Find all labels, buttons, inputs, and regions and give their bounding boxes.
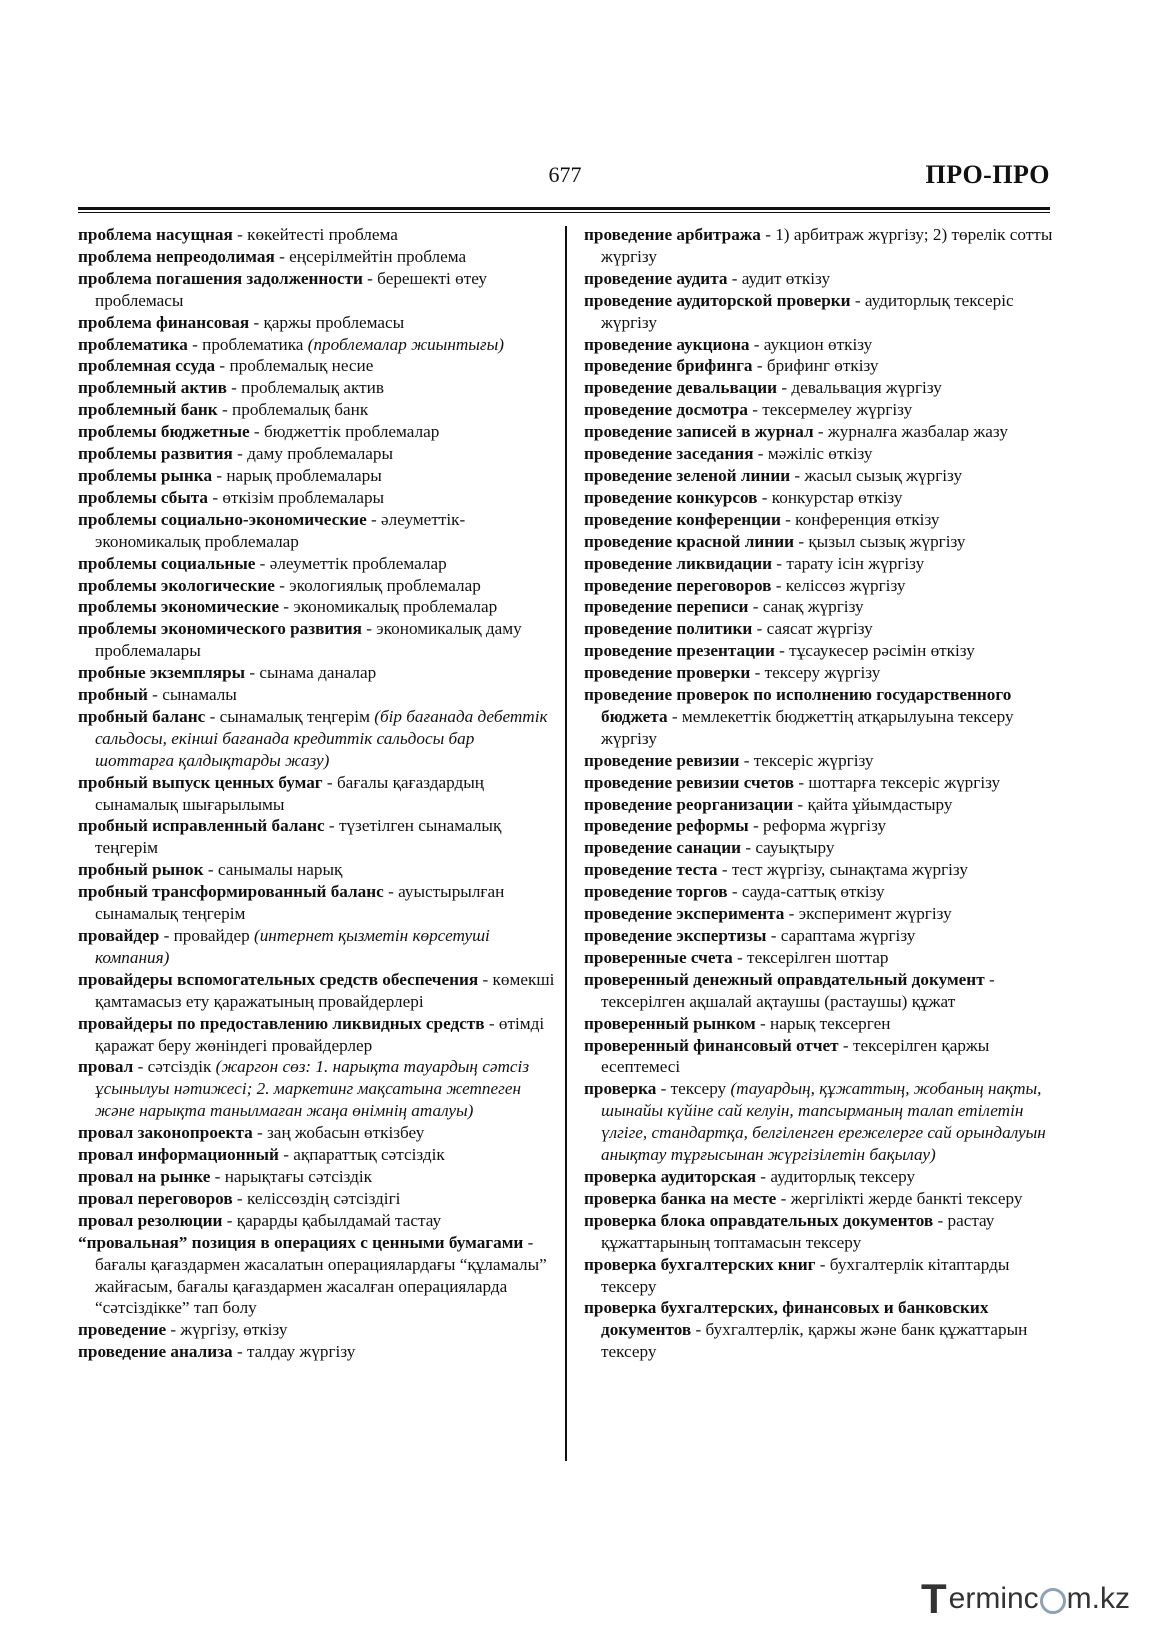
entry-term: проведение ликвидации bbox=[584, 553, 772, 573]
dictionary-entry bbox=[584, 815, 1054, 837]
entry-note: (интернет қызметін көрсетуші компания) bbox=[95, 926, 490, 967]
entry-definition: - аукцион өткізу bbox=[749, 334, 873, 354]
dictionary-entry bbox=[78, 575, 556, 597]
watermark-o-icon bbox=[1040, 1588, 1066, 1614]
entry-definition: - эксперимент жүргізу bbox=[784, 904, 952, 924]
entry-term: проведение брифинга bbox=[584, 356, 753, 376]
entry-term: проверка блока оправдательных документов bbox=[584, 1210, 934, 1230]
entry-term: провайдер bbox=[78, 926, 160, 945]
entry-term: пробный исправленный баланс bbox=[78, 816, 325, 836]
entry-definition: - тексерілген шоттар bbox=[732, 947, 889, 967]
dictionary-entry bbox=[584, 969, 1054, 1013]
entry-definition: - мемлекеттік бюджеттің атқарылуына тексеру жүргізу bbox=[601, 706, 1014, 748]
entry-term: проведение проверок по исполнению государственного бюджета bbox=[584, 685, 1012, 726]
entry-definition: - ауыстырылған сынамалық теңгерім bbox=[95, 882, 505, 924]
entry-term: пробный баланс bbox=[78, 706, 206, 726]
entry-term: проведение санации bbox=[584, 838, 742, 858]
entry-term: пробный выпуск ценных бумаг bbox=[78, 772, 323, 792]
entry-definition: - жасыл сызық жүргізу bbox=[790, 465, 963, 485]
dictionary-entry bbox=[584, 509, 1054, 531]
dictionary-entry bbox=[78, 377, 556, 399]
dictionary-entry bbox=[584, 881, 1054, 903]
entry-term: проблематика bbox=[78, 334, 188, 354]
entry-term: проблемы бюджетные bbox=[78, 422, 250, 442]
entry-definition: - келіссөз жүргізу bbox=[771, 575, 906, 595]
dictionary-entry bbox=[78, 1319, 556, 1341]
dictionary-entry bbox=[78, 969, 556, 1013]
entry-definition: - шоттарға тексеріс жүргізу bbox=[794, 772, 1001, 792]
entry-note: (проблемалар жиынтығы) bbox=[307, 334, 504, 354]
entry-definition: - сынама даналар bbox=[245, 663, 377, 683]
watermark-text-1: erminc bbox=[948, 1582, 1039, 1615]
entry-term: проведение записей в журнал bbox=[584, 422, 814, 442]
entry-term: проведение торгов bbox=[584, 882, 728, 902]
header-rule-thin bbox=[78, 212, 1050, 213]
entry-definition: - конференция өткізу bbox=[780, 509, 940, 529]
entry-term: проведение зеленой линии bbox=[584, 465, 791, 485]
entry-definition: - жергілікті жерде банкті тексеру bbox=[776, 1188, 1023, 1208]
entry-term: проведение реорганизации bbox=[584, 794, 794, 814]
entry-term: проведение аудита bbox=[584, 268, 728, 288]
entry-definition: - еңсерілмейтін проблема bbox=[274, 246, 467, 266]
entry-definition: - тексеру жүргізу bbox=[750, 663, 881, 683]
entry-definition: - әлеуметтік-экономикалық проблемалар bbox=[95, 509, 466, 551]
left-column bbox=[78, 224, 556, 1363]
entry-term: пробный bbox=[78, 685, 148, 705]
entry-definition: - проблемалық банк bbox=[217, 400, 369, 420]
entry-definition: - 1) арбитраж жүргізу; 2) төрелік сотты жүргізу bbox=[601, 225, 1053, 266]
dictionary-entry bbox=[78, 618, 556, 662]
entry-definition: - сынамалы bbox=[147, 685, 237, 705]
entry-definition: - тарату ісін жүргізу bbox=[772, 553, 925, 573]
entry-definition: - нарық проблемалары bbox=[212, 465, 382, 485]
dictionary-entry bbox=[78, 355, 556, 377]
entry-term: провал переговоров bbox=[78, 1188, 233, 1208]
watermark-logo bbox=[921, 1575, 1130, 1623]
dictionary-entry bbox=[584, 443, 1054, 465]
dictionary-entry bbox=[584, 662, 1054, 684]
dictionary-entry bbox=[78, 1232, 556, 1320]
dictionary-entry bbox=[78, 487, 556, 509]
entry-definition: - бағалы қағаздармен жасалатын операциялардағы “құламалы” жайғасым, бағалы қағаздармен жасалған операцияларда “сәтсіздікке” тап болу bbox=[95, 1232, 547, 1318]
entry-term: проблемы экологические bbox=[78, 575, 275, 595]
dictionary-entry bbox=[584, 1254, 1054, 1298]
entry-term: проведение реформы bbox=[584, 816, 749, 836]
entry-definition: - проблемалық актив bbox=[226, 378, 384, 398]
entry-definition: - тұсаукесер рәсімін өткізу bbox=[774, 641, 975, 661]
entry-term: проведение анализа bbox=[78, 1342, 233, 1362]
entry-term: проведение переписи bbox=[584, 597, 749, 617]
entry-term: проведение заседания bbox=[584, 444, 754, 464]
entry-definition: - аудиторлық тексеру bbox=[756, 1166, 916, 1186]
running-head: ПРО-ПРО bbox=[925, 160, 1050, 189]
entry-definition: - проблемалық несие bbox=[215, 356, 374, 376]
entry-term: проблемы рынка bbox=[78, 465, 213, 485]
entry-definition: - журналға жазбалар жазу bbox=[813, 422, 1008, 442]
entry-definition: - қайта ұйымдастыру bbox=[793, 794, 953, 814]
dictionary-entry bbox=[584, 640, 1054, 662]
entry-term: провал на рынке bbox=[78, 1166, 211, 1186]
dictionary-entry bbox=[584, 925, 1054, 947]
dictionary-entry bbox=[584, 575, 1054, 597]
dictionary-entry bbox=[78, 224, 556, 246]
dictionary-entry bbox=[78, 268, 556, 312]
dictionary-entry bbox=[78, 772, 556, 816]
entry-term: провал резолюции bbox=[78, 1210, 223, 1230]
entry-definition: - сынамалық теңгерім bbox=[205, 706, 375, 726]
dictionary-entry bbox=[584, 1297, 1054, 1363]
entry-definition: - қызыл сызық жүргізу bbox=[794, 531, 966, 551]
entry-term: проведение переговоров bbox=[584, 575, 772, 595]
dictionary-entry bbox=[78, 859, 556, 881]
dictionary-entry bbox=[584, 268, 1054, 290]
dictionary-entry bbox=[584, 224, 1054, 268]
entry-term: проблемный актив bbox=[78, 378, 227, 398]
entry-term: проведение конференции bbox=[584, 509, 781, 529]
entry-definition: - девальвация жүргізу bbox=[777, 378, 942, 398]
entry-term: проверка бухгалтерских, финансовых и банковских документов bbox=[584, 1298, 989, 1340]
dictionary-entry bbox=[78, 1210, 556, 1232]
dictionary-entry bbox=[584, 465, 1054, 487]
entry-definition: - санымалы нарық bbox=[203, 860, 343, 880]
entry-definition: - экологиялық проблемалар bbox=[274, 575, 481, 595]
entry-definition: - қарарды қабылдамай тастау bbox=[222, 1210, 442, 1230]
entry-term: проведение bbox=[78, 1320, 167, 1340]
dictionary-entry bbox=[78, 1144, 556, 1166]
dictionary-entry bbox=[584, 399, 1054, 421]
entry-definition: - брифинг өткізу bbox=[752, 356, 879, 376]
entry-term: проведение теста bbox=[584, 860, 718, 880]
dictionary-entry bbox=[584, 1078, 1054, 1166]
entry-definition: - реформа жүргізу bbox=[748, 816, 887, 836]
dictionary-entry bbox=[78, 312, 556, 334]
dictionary-entry bbox=[584, 290, 1054, 334]
dictionary-entry bbox=[78, 662, 556, 684]
dictionary-entry bbox=[78, 1188, 556, 1210]
dictionary-entry bbox=[78, 246, 556, 268]
entry-term: провайдеры по предоставлению ликвидных средств bbox=[78, 1013, 485, 1033]
dictionary-entry bbox=[584, 837, 1054, 859]
dictionary-entry bbox=[584, 421, 1054, 443]
entry-term: проведение красной линии bbox=[584, 531, 795, 551]
dictionary-entry bbox=[584, 1035, 1054, 1079]
entry-definition: - сауықтыру bbox=[741, 838, 835, 858]
entry-term: пробный трансформированный баланс bbox=[78, 882, 384, 902]
dictionary-entry bbox=[78, 399, 556, 421]
entry-definition: - жүргізу, өткізу bbox=[166, 1320, 288, 1340]
entry-note: (жаргон сөз: 1. нарықта тауардың сәтсіз ұсынылуы нәтижесі; 2. маркетинг мақсатына жетпеген және нарықта танылмаған жаңа өнімнің аталуы) bbox=[95, 1057, 530, 1121]
entry-term: проверенные счета bbox=[584, 947, 733, 967]
entry-definition: - тест жүргізу, сынақтама жүргізу bbox=[717, 860, 968, 880]
entry-term: проведение ревизии bbox=[584, 750, 740, 770]
dictionary-entry bbox=[584, 487, 1054, 509]
entry-term: проблема насущная bbox=[78, 225, 233, 244]
dictionary-entry bbox=[78, 881, 556, 925]
entry-definition: - сараптама жүргізу bbox=[766, 926, 916, 945]
entry-definition: - тексерілген қаржы есептемесі bbox=[601, 1035, 990, 1077]
entry-definition: - проблематика bbox=[187, 334, 308, 354]
entry-definition: - экономикалық даму проблемалары bbox=[95, 619, 522, 661]
page-number: 677 bbox=[548, 162, 582, 187]
dictionary-entry bbox=[78, 553, 556, 575]
dictionary-entry bbox=[584, 859, 1054, 881]
dictionary-entry bbox=[584, 750, 1054, 772]
entry-term: проверка аудиторская bbox=[584, 1166, 756, 1186]
entry-definition: - көкейтесті проблема bbox=[232, 225, 398, 244]
entry-term: проведение ревизии счетов bbox=[584, 772, 795, 792]
dictionary-entry bbox=[78, 815, 556, 859]
dictionary-entry bbox=[584, 618, 1054, 640]
dictionary-entry bbox=[584, 794, 1054, 816]
entry-term: проблемы социально-экономические bbox=[78, 509, 367, 529]
entry-term: провал bbox=[78, 1057, 134, 1077]
entry-term: провайдеры вспомогательных средств обеспечения bbox=[78, 969, 479, 989]
entry-term: проблемы сбыта bbox=[78, 487, 209, 507]
entry-note: (тауардың, құжаттың, жобаның нақты, шынайы күйіне сай келуін, тапсырманың талап етілетін үлгіге, стандартқа, белгіленген ережелерге сай орындалуын анықтау тұрғысынан жүргізілетін бақылау) bbox=[601, 1079, 1046, 1165]
entry-term: проблема финансовая bbox=[78, 312, 250, 332]
dictionary-entry bbox=[78, 334, 556, 356]
entry-definition: - нарық тексерген bbox=[755, 1013, 891, 1033]
dictionary-entry bbox=[584, 1013, 1054, 1035]
entry-definition: - заң жобасын өткізбеу bbox=[252, 1123, 425, 1143]
dictionary-entry bbox=[584, 684, 1054, 750]
entry-term: проведение девальвации bbox=[584, 378, 778, 398]
dictionary-entry bbox=[584, 531, 1054, 553]
entry-definition: - талдау жүргізу bbox=[232, 1342, 356, 1362]
entry-definition: - ақпараттық сәтсіздік bbox=[278, 1145, 445, 1165]
entry-definition: - тексеріс жүргізу bbox=[739, 750, 874, 770]
entry-term: проблемы экономического развития bbox=[78, 619, 362, 639]
entry-definition: - көмекші қамтамасыз ету қаражатының провайдерлері bbox=[95, 969, 555, 1011]
dictionary-entry bbox=[78, 421, 556, 443]
entry-term: проблема непреодолимая bbox=[78, 246, 275, 266]
dictionary-entry bbox=[584, 1210, 1054, 1254]
entry-definition: - даму проблемалары bbox=[232, 444, 394, 464]
entry-term: проведение политики bbox=[584, 619, 753, 639]
entry-definition: - бюджеттік проблемалар bbox=[249, 422, 440, 442]
entry-term: провал законопроекта bbox=[78, 1123, 253, 1143]
entry-term: проведение конкурсов bbox=[584, 487, 758, 507]
dictionary-entry bbox=[584, 596, 1054, 618]
column-divider bbox=[565, 226, 567, 1461]
dictionary-entry bbox=[78, 465, 556, 487]
entry-note: (бір бағанада дебеттік сальдосы, екінші бағанада кредиттік сальдосы бар шоттарға қалдықтарды жазу) bbox=[95, 706, 548, 770]
dictionary-entry bbox=[78, 509, 556, 553]
entry-term: проведение досмотра bbox=[584, 400, 748, 420]
dictionary-entry bbox=[78, 1341, 556, 1363]
entry-term: проведение аукциона bbox=[584, 334, 750, 354]
entry-term: проведение презентации bbox=[584, 641, 775, 661]
entry-definition: - экономикалық проблемалар bbox=[279, 597, 498, 617]
entry-term: проведение проверки bbox=[584, 663, 751, 683]
entry-definition: - бухгалтерлік, қаржы және банк құжаттарын тексеру bbox=[601, 1320, 1028, 1362]
entry-definition: - келіссөздің сәтсіздігі bbox=[232, 1188, 401, 1208]
entry-term: проверка bbox=[584, 1079, 657, 1099]
dictionary-entry bbox=[78, 1122, 556, 1144]
entry-term: пробные экземпляры bbox=[78, 663, 246, 683]
entry-term: проведение арбитража bbox=[584, 225, 761, 244]
entry-term: проверенный рынком bbox=[584, 1013, 756, 1033]
right-column bbox=[584, 224, 1054, 1363]
entry-term: проверка банка на месте bbox=[584, 1188, 777, 1208]
dictionary-entry bbox=[584, 355, 1054, 377]
dictionary-entry bbox=[584, 772, 1054, 794]
dictionary-entry bbox=[584, 903, 1054, 925]
entry-definition: - мәжіліс өткізу bbox=[753, 444, 873, 464]
entry-definition: - тексерілген ақшалай ақтаушы (растаушы) құжат bbox=[601, 969, 995, 1011]
entry-term: проблемы развития bbox=[78, 444, 233, 464]
entry-term: проблемная ссуда bbox=[78, 356, 216, 376]
entry-term: проблемы экономические bbox=[78, 597, 279, 617]
dictionary-entry bbox=[584, 334, 1054, 356]
entry-term: проблема погашения задолженности bbox=[78, 268, 363, 288]
entry-definition: - берешекті өтеу проблемасы bbox=[95, 268, 488, 310]
entry-term: проведение экспертизы bbox=[584, 926, 767, 945]
dictionary-entry bbox=[584, 947, 1054, 969]
entry-definition: - түзетілген сынамалық теңгерім bbox=[95, 816, 502, 858]
entry-term: провал информационный bbox=[78, 1145, 279, 1165]
entry-term: проблемы социальные bbox=[78, 553, 256, 573]
watermark-letter-t: T bbox=[921, 1575, 947, 1622]
dictionary-entry bbox=[78, 925, 556, 969]
header-rule bbox=[78, 207, 1050, 210]
entry-definition: - саясат жүргізу bbox=[752, 619, 873, 639]
dictionary-entry bbox=[78, 684, 556, 706]
entry-definition: - қаржы проблемасы bbox=[249, 312, 405, 332]
dictionary-entry bbox=[78, 443, 556, 465]
dictionary-entry bbox=[584, 1188, 1054, 1210]
dictionary-entry bbox=[584, 377, 1054, 399]
entry-term: “провальная” позиция в операциях с ценными бумагами bbox=[78, 1232, 524, 1252]
entry-definition: - растау құжаттарының топтамасын тексеру bbox=[601, 1210, 995, 1252]
entry-term: проверенный финансовый отчет bbox=[584, 1035, 839, 1055]
entry-term: проведение аудиторской проверки bbox=[584, 290, 851, 310]
dictionary-entry bbox=[584, 1166, 1054, 1188]
entry-term: проведение эксперимента bbox=[584, 904, 785, 924]
entry-definition: - сәтсіздік bbox=[133, 1057, 216, 1077]
watermark-text-2: m.kz bbox=[1066, 1582, 1130, 1615]
entry-definition: - провайдер bbox=[159, 926, 254, 945]
entry-term: проблемный банк bbox=[78, 400, 218, 420]
entry-definition: - бағалы қағаздардың сынамалық шығарылымы bbox=[95, 772, 484, 814]
entry-term: пробный рынок bbox=[78, 860, 204, 880]
dictionary-entry bbox=[78, 706, 556, 772]
entry-definition: - бухгалтерлік кітаптарды тексеру bbox=[601, 1254, 1010, 1296]
dictionary-entry bbox=[78, 1056, 556, 1122]
entry-definition: - өтімді қаражат беру жөніндегі провайдерлер bbox=[95, 1013, 545, 1055]
entry-definition: - аудиторлық тексеріс жүргізу bbox=[601, 290, 1014, 332]
entry-definition: - конкурстар өткізу bbox=[757, 487, 903, 507]
dictionary-entry bbox=[78, 1166, 556, 1188]
entry-definition: - әлеуметтік проблемалар bbox=[255, 553, 447, 573]
entry-definition: - аудит өткізу bbox=[727, 268, 831, 288]
dictionary-entry bbox=[78, 1013, 556, 1057]
entry-definition: - тексеру bbox=[656, 1079, 731, 1099]
entry-definition: - нарықтағы сәтсіздік bbox=[210, 1166, 372, 1186]
entry-term: проверка бухгалтерских книг bbox=[584, 1254, 816, 1274]
dictionary-entry bbox=[584, 553, 1054, 575]
entry-definition: - тексермелеу жүргізу bbox=[747, 400, 913, 420]
entry-definition: - санақ жүргізу bbox=[748, 597, 864, 617]
dictionary-entry bbox=[78, 596, 556, 618]
entry-definition: - сауда-саттық өткізу bbox=[727, 882, 885, 902]
entry-definition: - өткізім проблемалары bbox=[208, 487, 385, 507]
entry-term: проверенный денежный оправдательный документ bbox=[584, 969, 985, 989]
